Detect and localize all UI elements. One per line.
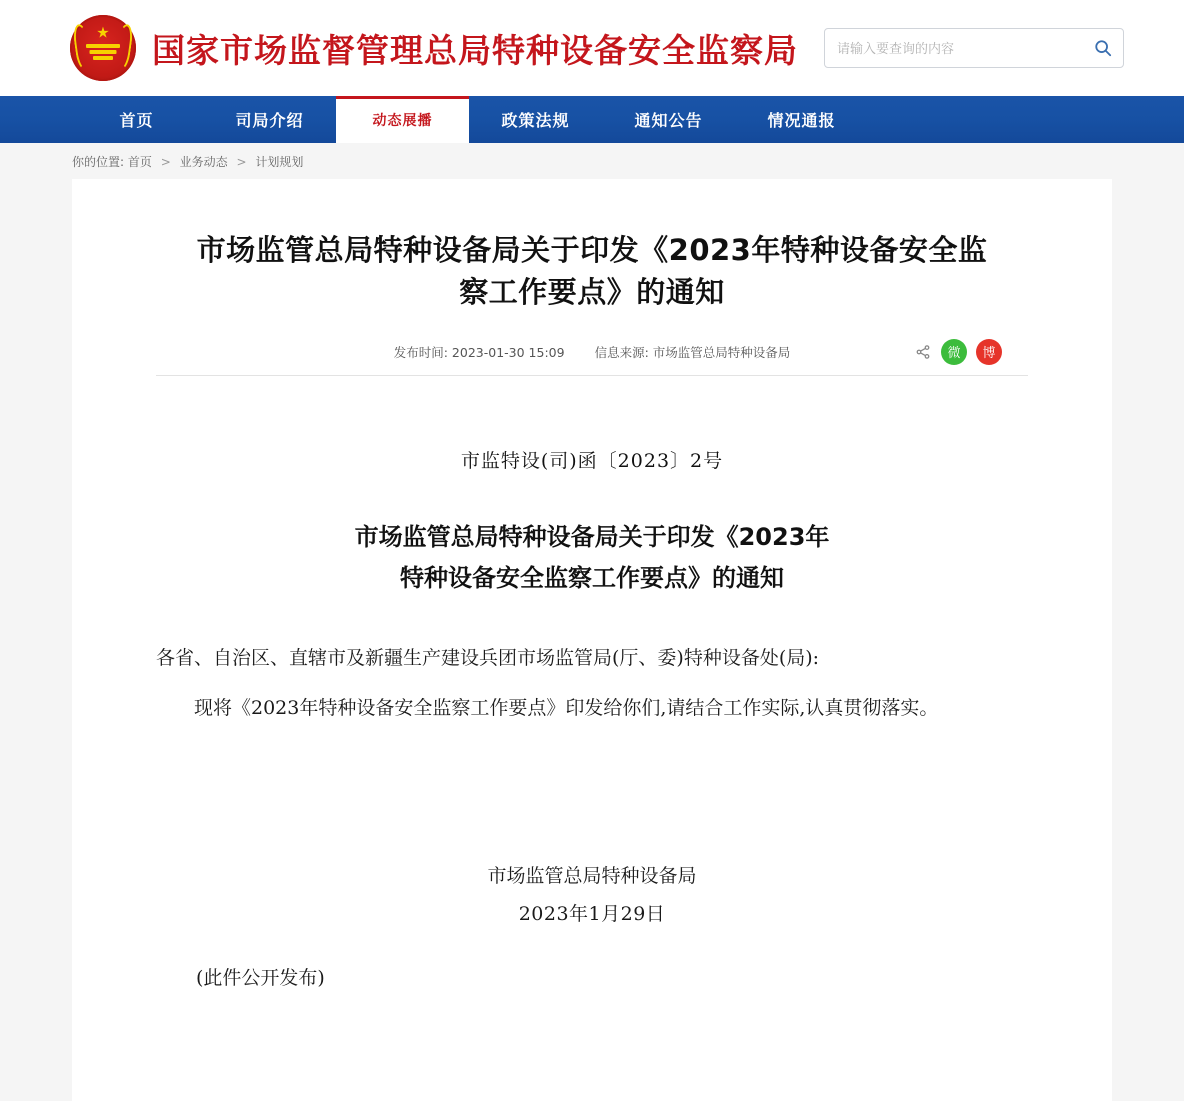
nav-item-situation-report[interactable]: 情况通报: [767, 111, 836, 130]
publish-time-value: 2023-01-30 15:09: [451, 345, 565, 361]
search-box[interactable]: [824, 28, 1124, 68]
breadcrumb-item-home[interactable]: 首页: [127, 154, 152, 169]
article-paper: [72, 179, 1112, 1101]
publish-time: [394, 343, 565, 361]
nav-item-notice-announcement[interactable]: 通知公告: [634, 111, 703, 130]
document-heading: [156, 517, 1028, 599]
search-icon: [1094, 39, 1112, 57]
share-group: [914, 339, 1002, 365]
breadcrumb-separator-2: >: [236, 154, 247, 169]
site-title: 国家市场监督管理总局特种设备安全监察局: [152, 30, 798, 70]
signature-date: 2023年1月29日: [518, 902, 666, 925]
nav-item-home[interactable]: 首页: [119, 111, 154, 130]
source: [595, 343, 791, 361]
share-icon[interactable]: [914, 343, 932, 361]
page-body: [0, 179, 1184, 1101]
publish-time-label: 发布时间:: [393, 345, 448, 361]
breadcrumb-item-business-news[interactable]: 业务动态: [179, 154, 228, 169]
document-heading-line2: 特种设备安全监察工作要点》的通知: [400, 563, 784, 592]
article-meta: [156, 343, 1028, 376]
breadcrumb-prefix: 你的位置:: [72, 154, 125, 169]
wechat-icon[interactable]: 微: [941, 339, 967, 365]
document-number: 市监特设(司)函〔2023〕2号: [460, 450, 724, 473]
public-release-note: (此件公开发布): [196, 966, 325, 989]
search-button[interactable]: [1089, 34, 1117, 62]
document-heading-line1: 市场监管总局特种设备局关于印发《2023年: [354, 523, 830, 552]
weibo-icon[interactable]: 博: [976, 339, 1002, 365]
breadcrumb: [72, 153, 303, 170]
nav-item-policy-regulations[interactable]: 政策法规: [501, 111, 570, 130]
breadcrumb-item-plan[interactable]: 计划规划: [255, 154, 304, 169]
page-title: 市场监管总局特种设备局关于印发《2023年特种设备安全监察工作要点》的通知: [196, 233, 988, 310]
breadcrumb-separator: >: [160, 154, 171, 169]
source-value: 市场监管总局特种设备局: [652, 345, 791, 361]
site-header: [0, 0, 1184, 96]
nav-item-dynamic-broadcast[interactable]: 动态展播: [336, 96, 469, 143]
search-input[interactable]: [837, 41, 1089, 56]
document-signature: [156, 857, 1028, 933]
document-paragraph-recipients: 各省、自治区、直辖市及新疆生产建设兵团市场监管局(厅、委)特种设备处(局):: [156, 646, 820, 669]
national-emblem-icon: ★: [70, 15, 136, 81]
signature-organization: 市场监管总局特种设备局: [487, 864, 697, 887]
source-label: 信息来源:: [594, 345, 649, 361]
main-nav: [0, 96, 1184, 143]
nav-item-bureau-intro[interactable]: 司局介绍: [235, 111, 304, 130]
document-paragraph-body: 现将《2023年特种设备安全监察工作要点》印发给你们,请结合工作实际,认真贯彻落实。: [194, 696, 939, 719]
breadcrumb-bar: [0, 143, 1184, 179]
